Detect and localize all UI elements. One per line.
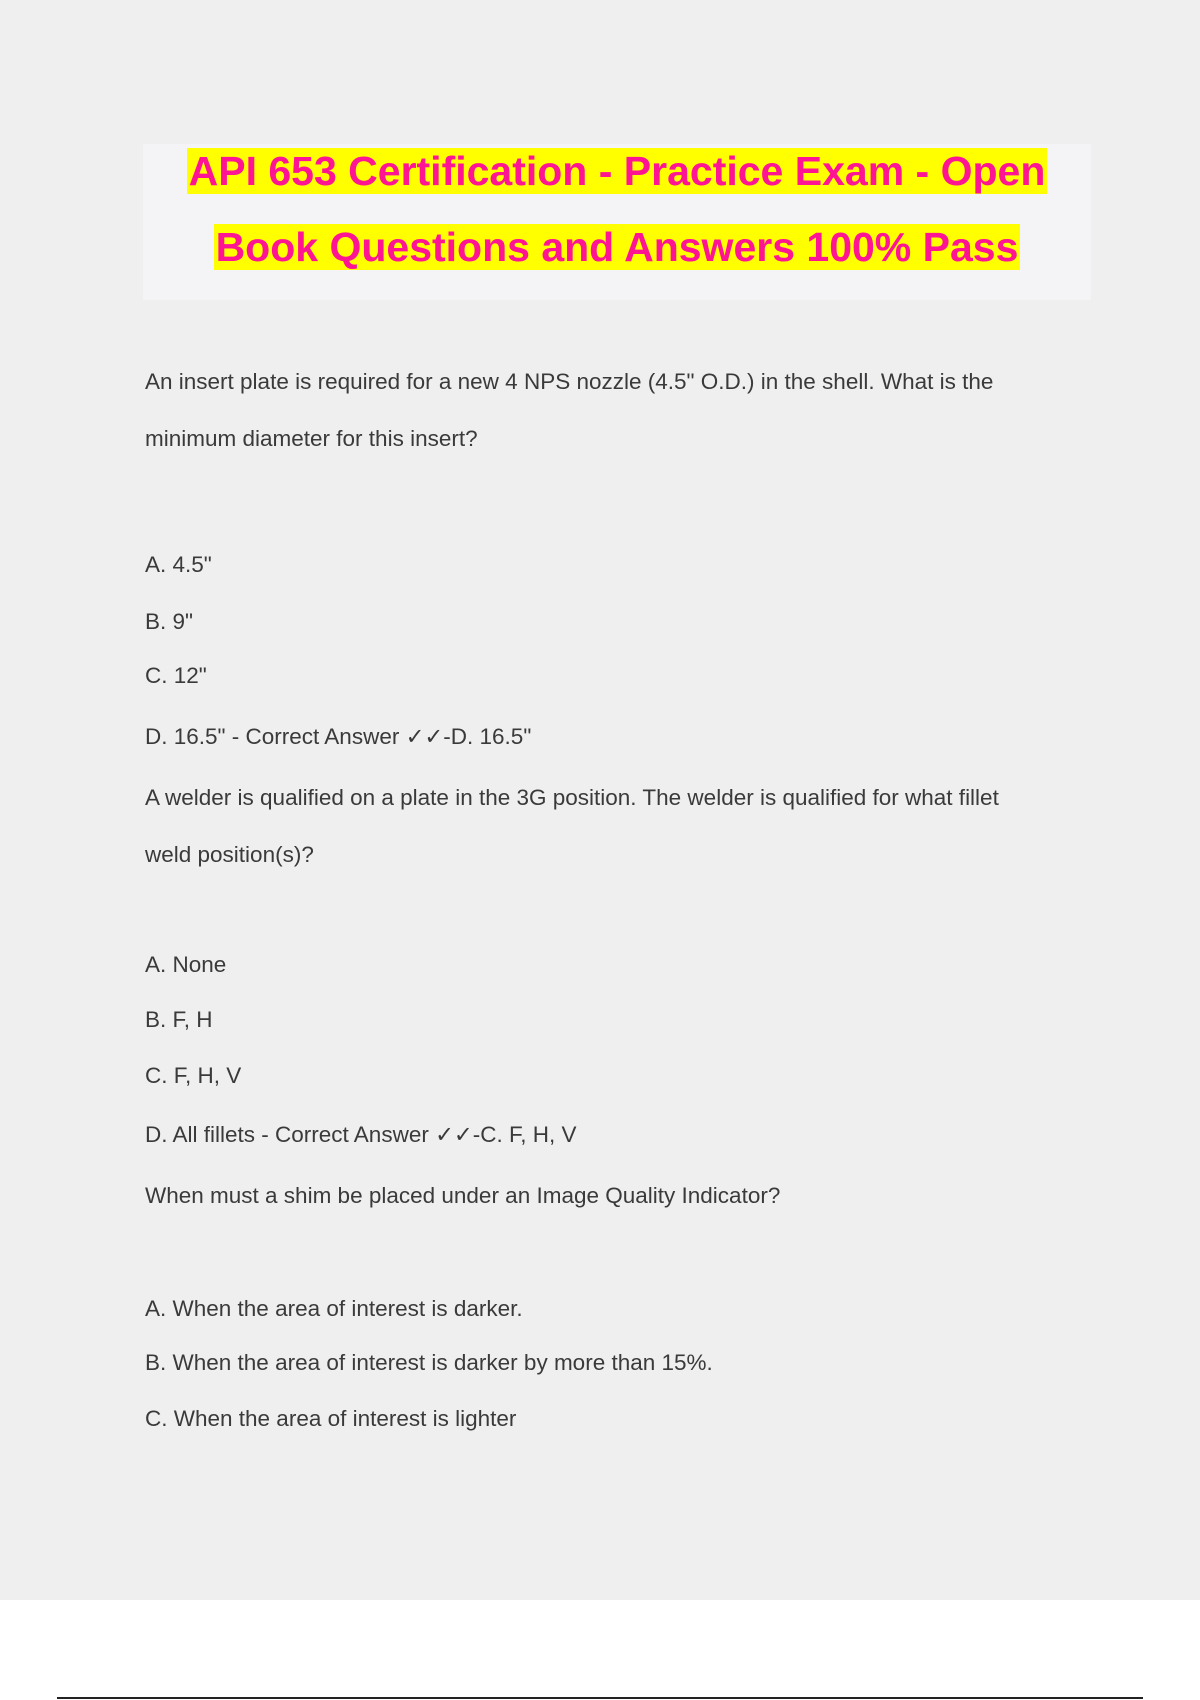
- page-title-line-1: [143, 147, 1091, 195]
- question-1-option-b: B. 9": [145, 609, 194, 634]
- question-1-prompt-line-1: An insert plate is required for a new 4 NPS nozzle (4.5" O.D.) in the shell. What is the: [145, 369, 994, 394]
- question-1-option-c: C. 12": [145, 663, 207, 688]
- question-2-answer: D. All fillets - Correct Answer ✓✓-C. F, H, V: [145, 1122, 577, 1147]
- question-2-prompt-line-1: A welder is qualified on a plate in the 3G position. The welder is qualified for what fillet: [145, 785, 999, 810]
- question-2-prompt-line-2: weld position(s)?: [145, 842, 314, 867]
- question-3-option-a: A. When the area of interest is darker.: [145, 1296, 523, 1321]
- question-1-option-a: A. 4.5": [145, 552, 212, 577]
- title-highlight-1: API 653 Certification - Practice Exam - Open: [188, 148, 1046, 194]
- title-block: [143, 144, 1091, 300]
- question-2-option-c: C. F, H, V: [145, 1063, 242, 1088]
- title-highlight-2: Book Questions and Answers 100% Pass: [215, 224, 1019, 270]
- question-1-answer: D. 16.5" - Correct Answer ✓✓-D. 16.5": [145, 724, 532, 749]
- question-2-option-a: A. None: [145, 952, 227, 977]
- question-3-prompt: When must a shim be placed under an Image Quality Indicator?: [145, 1183, 781, 1208]
- footer-divider: [57, 1697, 1143, 1699]
- question-3-option-b: B. When the area of interest is darker by more than 15%.: [145, 1350, 713, 1375]
- question-3-option-c: C. When the area of interest is lighter: [145, 1406, 517, 1431]
- question-2-option-b: B. F, H: [145, 1007, 213, 1032]
- question-1-prompt-line-2: minimum diameter for this insert?: [145, 426, 478, 451]
- page-title-line-2: [143, 223, 1091, 271]
